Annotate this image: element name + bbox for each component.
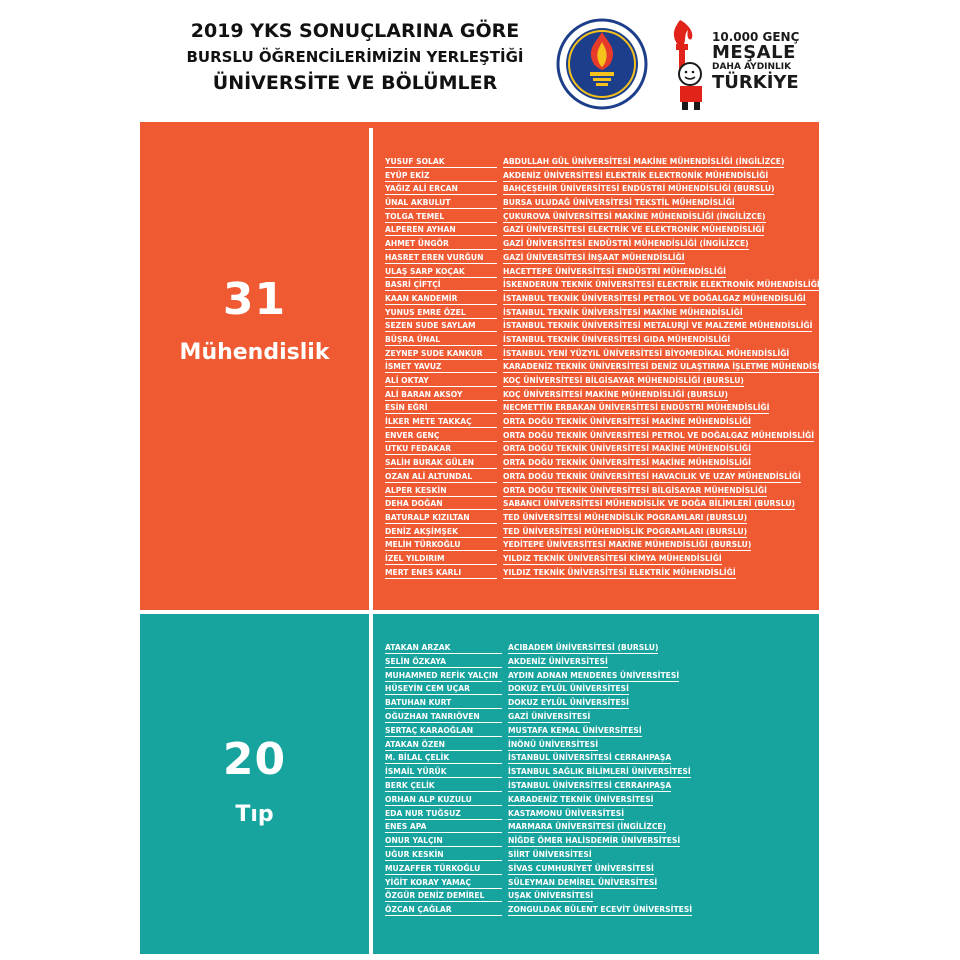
university-program: NECMETTİN ERBAKAN ÜNİVERSİTESİ ENDÜSTRİ MÜHENDİSLİĞİ [503,403,770,413]
student-name: YİĞİT KORAY YAMAÇ [385,877,502,889]
university-program: UŞAK ÜNİVERSİTESİ [508,891,594,901]
student-name: ATAKAN ÖZEN [385,739,502,751]
university-program: İSKENDERUN TEKNİK ÜNİVERSİTESİ ELEKTRİK ELEKTRONİK MÜHENDİSLİĞİ [503,280,820,290]
student-name: OĞUZHAN TANRIÖVEN [385,711,502,723]
university-program: KOÇ ÜNİVERSİTESİ BİLGİSAYAR MÜHENDİSLİĞİ (BURSLU) [503,376,744,385]
section-divider [369,128,373,610]
student-name: SELİN ÖZKAYA [385,656,502,668]
university-program: ORTA DOĞU TEKNİK ÜNİVERSİTESİ MAKİNE MÜHENDİSLİĞİ [503,458,751,468]
student-name: BATUHAN KURT [385,697,502,709]
student-name: YAĞIZ ALİ ERCAN [385,183,497,195]
student-name: DENİZ AKŞİMŞEK [385,526,497,538]
university-program: NİĞDE ÖMER HALİSDEMİR ÜNİVERSİTESİ [508,836,681,846]
mesale-line-1: 10.000 GENÇ [712,30,800,44]
university-program: GAZİ ÜNİVERSİTESİ ELEKTRİK VE ELEKTRONİK MÜHENDİSLİĞİ [503,225,765,235]
medicine-label: Tıp [235,802,274,827]
student-name: ÖZCAN ÇAĞLAR [385,904,502,916]
student-name: HASRET EREN VURĞUN [385,252,497,264]
student-name: AHMET ÜNGÖR [385,238,497,250]
student-name: BERK ÇELİK [385,780,502,792]
university-program: AKDENİZ ÜNİVERSİTESİ [508,656,608,666]
student-name: MERT ENES KARLI [385,567,497,579]
title-line-2: BURSLU ÖĞRENCİLERİMİZİN YERLEŞTİĞİ [186,48,524,66]
student-name: ENES APA [385,821,502,833]
engineering-label: Mühendislik [179,340,330,365]
mesale-logo [660,16,820,112]
university-program: GAZİ ÜNİVERSİTESİ ENDÜSTRİ MÜHENDİSLİĞİ (İNGİLİZCE) [503,239,749,249]
engineering-count-block [140,272,369,368]
university-program: HACETTEPE ÜNİVERSİTESİ ENDÜSTRİ MÜHENDİSLİĞİ [503,266,726,276]
university-program: İSTANBUL YENİ YÜZYIL ÜNİVERSİTESİ BİYOMEDİKAL MÜHENDİSLİĞİ [503,348,790,358]
university-program: MARMARA ÜNİVERSİTESİ (İNGİLİZCE) [508,822,667,832]
student-name: EDA NUR TUĞSUZ [385,808,502,820]
university-program: İSTANBUL TEKNİK ÜNİVERSİTESİ MAKİNE MÜHENDİSLİĞİ [503,307,743,317]
university-program: BAHÇEŞEHİR ÜNİVERSİTESİ ENDÜSTRİ MÜHENDİSLİĞİ (BURSLU) [503,184,775,194]
medicine-section [140,614,819,954]
university-program: ORTA DOĞU TEKNİK ÜNİVERSİTESİ PETROL VE DOĞALGAZ MÜHENDİSLİĞİ [503,430,815,440]
page-title [160,18,550,96]
mesale-line-3: DAHA AYDINLIK [712,62,792,72]
university-program: İSTANBUL ÜNİVERSİTESİ CERRAHPAŞA [508,780,672,790]
title-line-1: 2019 YKS SONUÇLARINA GÖRE [190,20,520,42]
university-program: AYDIN ADNAN MENDERES ÜNİVERSİTESİ [508,670,680,680]
student-name: M. BİLAL ÇELİK [385,752,502,764]
university-program: DOKUZ EYLÜL ÜNİVERSİTESİ [508,698,629,708]
university-program: İSTANBUL TEKNİK ÜNİVERSİTESİ PETROL VE DOĞALGAZ MÜHENDİSLİĞİ [503,293,806,303]
student-name: SEZEN SUDE SAYLAM [385,320,497,332]
university-program: AKDENİZ ÜNİVERSİTESİ ELEKTRİK ELEKTRONİK MÜHENDİSLİĞİ [503,170,769,180]
student-name: TOLGA TEMEL [385,211,497,223]
mesale-line-4: TÜRKİYE [712,72,799,93]
student-name: UTKU FEDAKAR [385,443,497,455]
student-name: EYÜP EKİZ [385,170,497,182]
student-name: ONUR YALÇIN [385,835,502,847]
university-program: SABANCI ÜNİVERSİTESİ MÜHENDİSLİK VE DOĞA BİLİMLERİ (BURSLU) [503,499,796,509]
university-program: İSTANBUL TEKNİK ÜNİVERSİTESİ GIDA MÜHENDİSLİĞİ [503,334,731,344]
university-program: ORTA DOĞU TEKNİK ÜNİVERSİTESİ MAKİNE MÜHENDİSLİĞİ [503,417,751,427]
student-name: MUHAMMED REFİK YALÇIN [385,670,502,682]
page-header [0,0,960,120]
student-name: ALİ OKTAY [385,375,497,387]
university-program: DOKUZ EYLÜL ÜNİVERSİTESİ [508,684,629,694]
mesale-logo-text [712,30,799,93]
student-name: ÖZGÜR DENİZ DEMİREL [385,890,502,902]
university-program: GAZİ ÜNİVERSİTESİ İNŞAAT MÜHENDİSLİĞİ [503,252,685,262]
medicine-count-block [140,732,369,830]
student-name: UĞUR KESKİN [385,849,502,861]
mesale-line-2: MEŞALE [712,42,796,63]
student-name: ESİN EĞRİ [385,402,497,414]
student-name: ULAŞ SARP KOÇAK [385,266,497,278]
university-program: ORTA DOĞU TEKNİK ÜNİVERSİTESİ BİLGİSAYAR MÜHENDİSLİĞİ [503,485,767,495]
university-program: SÜLEYMAN DEMİREL ÜNİVERSİTESİ [508,877,658,887]
university-program: TED ÜNİVERSİTESİ MÜHENDİSLİK POGRAMLARI (BURSLU) [503,526,748,536]
university-program: TED ÜNİVERSİTESİ MÜHENDİSLİK POGRAMLARI (BURSLU) [503,512,748,522]
student-name: MUZAFFER TÜRKOĞLU [385,863,502,875]
student-name: İSMAİL YÜRÜK [385,766,502,778]
student-name: ALPEREN AYHAN [385,224,497,236]
student-name: MELİH TÜRKOĞLU [385,539,497,551]
student-name: İSMET YAVUZ [385,361,497,373]
university-program: İNÖNÜ ÜNİVERSİTESİ [508,739,599,749]
student-name: BÜŞRA ÜNAL [385,334,497,346]
university-program: İSTANBUL TEKNİK ÜNİVERSİTESİ METALURJİ VE MALZEME MÜHENDİSLİĞİ [503,321,813,331]
university-program: YILDIZ TEKNİK ÜNİVERSİTESİ KİMYA MÜHENDİSLİĞİ [503,553,722,563]
university-program: ACIBADEM ÜNİVERSİTESİ (BURSLU) [508,643,659,652]
student-name: ORHAN ALP KUZULU [385,794,502,806]
student-name: OZAN ALİ ALTUNDAL [385,471,497,483]
university-program: KARADENİZ TEKNİK ÜNİVERSİTESİ DENİZ ULAŞTIRMA İŞLETME MÜHENDİSLİĞİ [503,362,835,372]
university-program: KARADENİZ TEKNİK ÜNİVERSİTESİ [508,794,654,804]
engineering-section [140,122,835,610]
university-program: ORTA DOĞU TEKNİK ÜNİVERSİTESİ MAKİNE MÜHENDİSLİĞİ [503,444,751,454]
university-program: SİİRT ÜNİVERSİTESİ [508,849,592,859]
student-name: SERTAÇ KARAOĞLAN [385,725,502,737]
university-program: BURSA ULUDAĞ ÜNİVERSİTESİ TEKSTİL MÜHENDİSLİĞİ [503,198,735,208]
student-name: İZEL YILDIRIM [385,553,497,565]
student-name: YUNUS EMRE ÖZEL [385,307,497,319]
university-program: MUSTAFA KEMAL ÜNİVERSİTESİ [508,725,642,735]
student-name: DEHA DOĞAN [385,498,497,510]
university-program: ZONGULDAK BÜLENT ECEVİT ÜNİVERSİTESİ [508,905,693,915]
student-name: ZEYNEP SUDE KANKUR [385,348,497,360]
student-name: YUSUF SOLAK [385,156,497,168]
university-program: SİVAS CUMHURİYET ÜNİVERSİTESİ [508,863,654,873]
university-program: İSTANBUL SAĞLIK BİLİMLERİ ÜNİVERSİTESİ [508,767,691,777]
university-program: KASTAMONU ÜNİVERSİTESİ [508,808,625,818]
section-divider [369,614,373,954]
university-program: ABDULLAH GÜL ÜNİVERSİTESİ MAKİNE MÜHENDİSLİĞİ (İNGİLİZCE) [503,157,785,166]
student-name: ATAKAN ARZAK [385,642,502,654]
university-program: YEDİTEPE ÜNİVERSİTESİ MAKİNE MÜHENDİSLİĞİ (BURSLU) [503,540,752,550]
student-name: ALİ BARAN AKSOY [385,389,497,401]
student-name: ÜNAL AKBULUT [385,197,497,209]
university-program: ÇUKUROVA ÜNİVERSİTESİ MAKİNE MÜHENDİSLİĞİ (İNGİLİZCE) [503,211,766,221]
student-name: ALPER KESKİN [385,485,497,497]
university-program: YILDIZ TEKNİK ÜNİVERSİTESİ ELEKTRİK MÜHENDİSLİĞİ [503,567,736,577]
student-name: BASRİ ÇİFTÇİ [385,279,497,291]
engineering-count: 31 [222,274,287,325]
student-name: BATURALP KIZILTAN [385,512,497,524]
university-program: KOÇ ÜNİVERSİTESİ MAKİNE MÜHENDİSLİĞİ (BURSLU) [503,389,728,399]
university-program: GAZİ ÜNİVERSİTESİ [508,711,591,721]
university-program: İSTANBUL ÜNİVERSİTESİ CERRAHPAŞA [508,753,672,763]
medicine-count: 20 [222,734,287,785]
student-name: KAAN KANDEMİR [385,293,497,305]
student-name: SALİH BURAK GÜLEN [385,457,497,469]
student-name: ENVER GENÇ [385,430,497,442]
title-line-3: ÜNİVERSİTE VE BÖLÜMLER [212,72,498,94]
university-program: ORTA DOĞU TEKNİK ÜNİVERSİTESİ HAVACILIK VE UZAY MÜHENDİSLİĞİ [503,471,801,481]
student-name: HÜSEYİN CEM UÇAR [385,683,502,695]
ted-logo-icon [556,18,648,110]
student-name: İLKER METE TAKKAÇ [385,416,497,428]
torch-icon [660,16,708,112]
